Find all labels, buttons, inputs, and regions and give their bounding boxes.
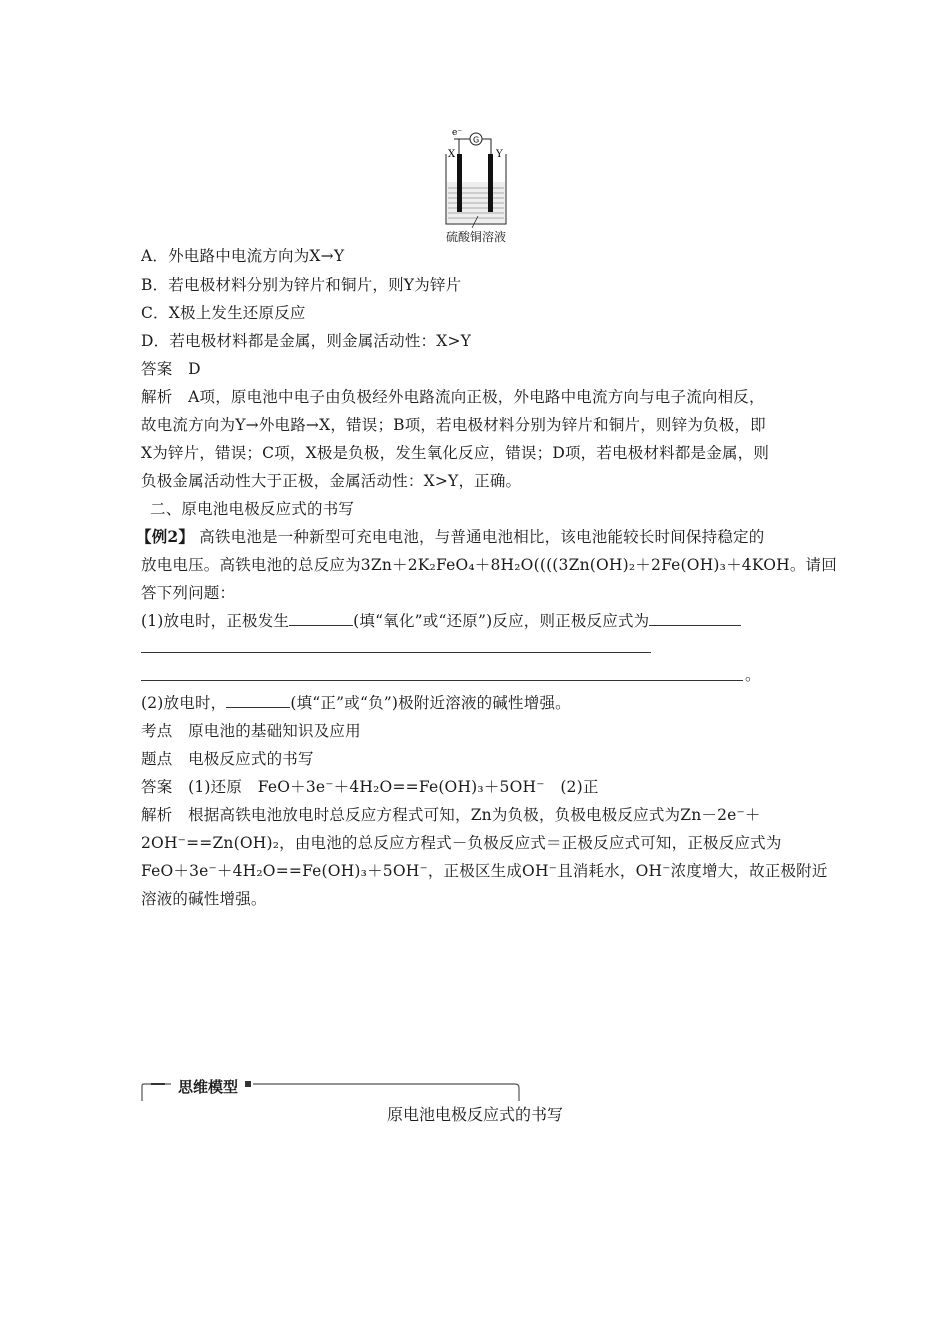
example-tag: 【例2】	[136, 527, 195, 546]
blank-end-mark: 。	[745, 666, 761, 684]
question-1-prefix: (1)放电时，正极发生	[141, 612, 290, 630]
option-c: C．X极上发生还原反应	[141, 304, 306, 322]
analysis-1-line-4: 负极金属活动性大于正极，金属活动性：X>Y，正确。	[141, 472, 522, 490]
figure-caption: 硫酸铜溶液	[445, 230, 506, 244]
analysis-2-line-3: FeO＋3e⁻＋4H₂O==Fe(OH)₃＋5OH⁻，正极区生成OH⁻且消耗水，OH⁻浓度增大，故正极附近	[141, 862, 828, 880]
analysis-1-line-3: X为锌片，错误；C项，X极是负极，发生氧化反应，错误；D项，若电极材料都是金属，则	[141, 444, 770, 462]
electrode-x-label: X	[448, 149, 456, 160]
model-subtitle: 原电池电极反应式的书写	[386, 1105, 563, 1124]
question-2	[141, 692, 571, 714]
galvanometer-label: G	[473, 135, 480, 145]
example-2-line-1	[136, 526, 764, 548]
question-1-mid: (填“氧化”或“还原”)反应，则正极反应式为	[353, 612, 650, 630]
question-2-prefix: (2)放电时，	[141, 694, 227, 712]
answer-1: 答案 D	[141, 360, 201, 378]
question-1	[141, 610, 741, 632]
tidian: 题点 电极反应式的书写	[141, 750, 314, 768]
option-a: A．外电路中电流方向为X→Y	[141, 247, 345, 265]
model-title: 思维模型	[172, 1076, 244, 1097]
blank-3[interactable]	[226, 692, 290, 708]
electrode-y-label: Y	[496, 149, 503, 160]
analysis-1-line-2: 故电流方向为Y→外电路→X，错误；B项，若电极材料分别为锌片和铜片，则锌为负极，即	[141, 416, 766, 434]
answer-blank-line-1[interactable]	[141, 652, 651, 653]
answer-2: 答案 (1)还原 FeO＋3e⁻＋4H₂O==Fe(OH)₃＋5OH⁻ (2)正	[141, 778, 599, 796]
analysis-1-line-1: 解析 A项，原电池中电子由负极经外电路流向正极，外电路中电流方向与电子流向相反，	[141, 388, 765, 406]
blank-1[interactable]	[289, 610, 353, 626]
analysis-2-line-2: 2OH⁻==Zn(OH)₂，由电池的总反应方程式－负极反应式＝正极反应式可知，正极反应式为	[141, 834, 782, 852]
option-b: B．若电极材料分别为锌片和铜片，则Y为锌片	[141, 276, 462, 294]
answer-blank-line-2[interactable]	[141, 680, 743, 681]
analysis-2-line-1: 解析 根据高铁电池放电时总反应方程式可知，Zn为负极，负极电极反应式为Zn－2e⁻＋	[141, 806, 761, 824]
question-2-suffix: (填“正”或“负”)极附近溶液的碱性增强。	[290, 694, 571, 712]
electron-label: e⁻	[452, 128, 463, 138]
example-2-text: 高铁电池是一种新型可充电电池，与普通电池相比，该电池能较长时间保持稳定的	[199, 528, 765, 546]
example-2-line-3: 答下列问题：	[141, 584, 236, 602]
option-d: D．若电极材料都是金属，则金属活动性：X>Y	[141, 332, 472, 350]
example-2-line-2: 放电电压。高铁电池的总反应为3Zn＋2K₂FeO₄＋8H₂O((((3Zn(OH)₂＋2Fe(OH)₃＋4KOH。请回	[141, 556, 837, 574]
blank-2[interactable]	[649, 610, 741, 626]
electrode-y	[488, 154, 493, 212]
analysis-2-line-4: 溶液的碱性增强。	[141, 890, 267, 908]
kaodian: 考点 原电池的基础知识及应用	[141, 722, 361, 740]
electrode-x	[457, 154, 462, 212]
section-heading: 二、原电池电极反应式的书写	[150, 500, 355, 518]
